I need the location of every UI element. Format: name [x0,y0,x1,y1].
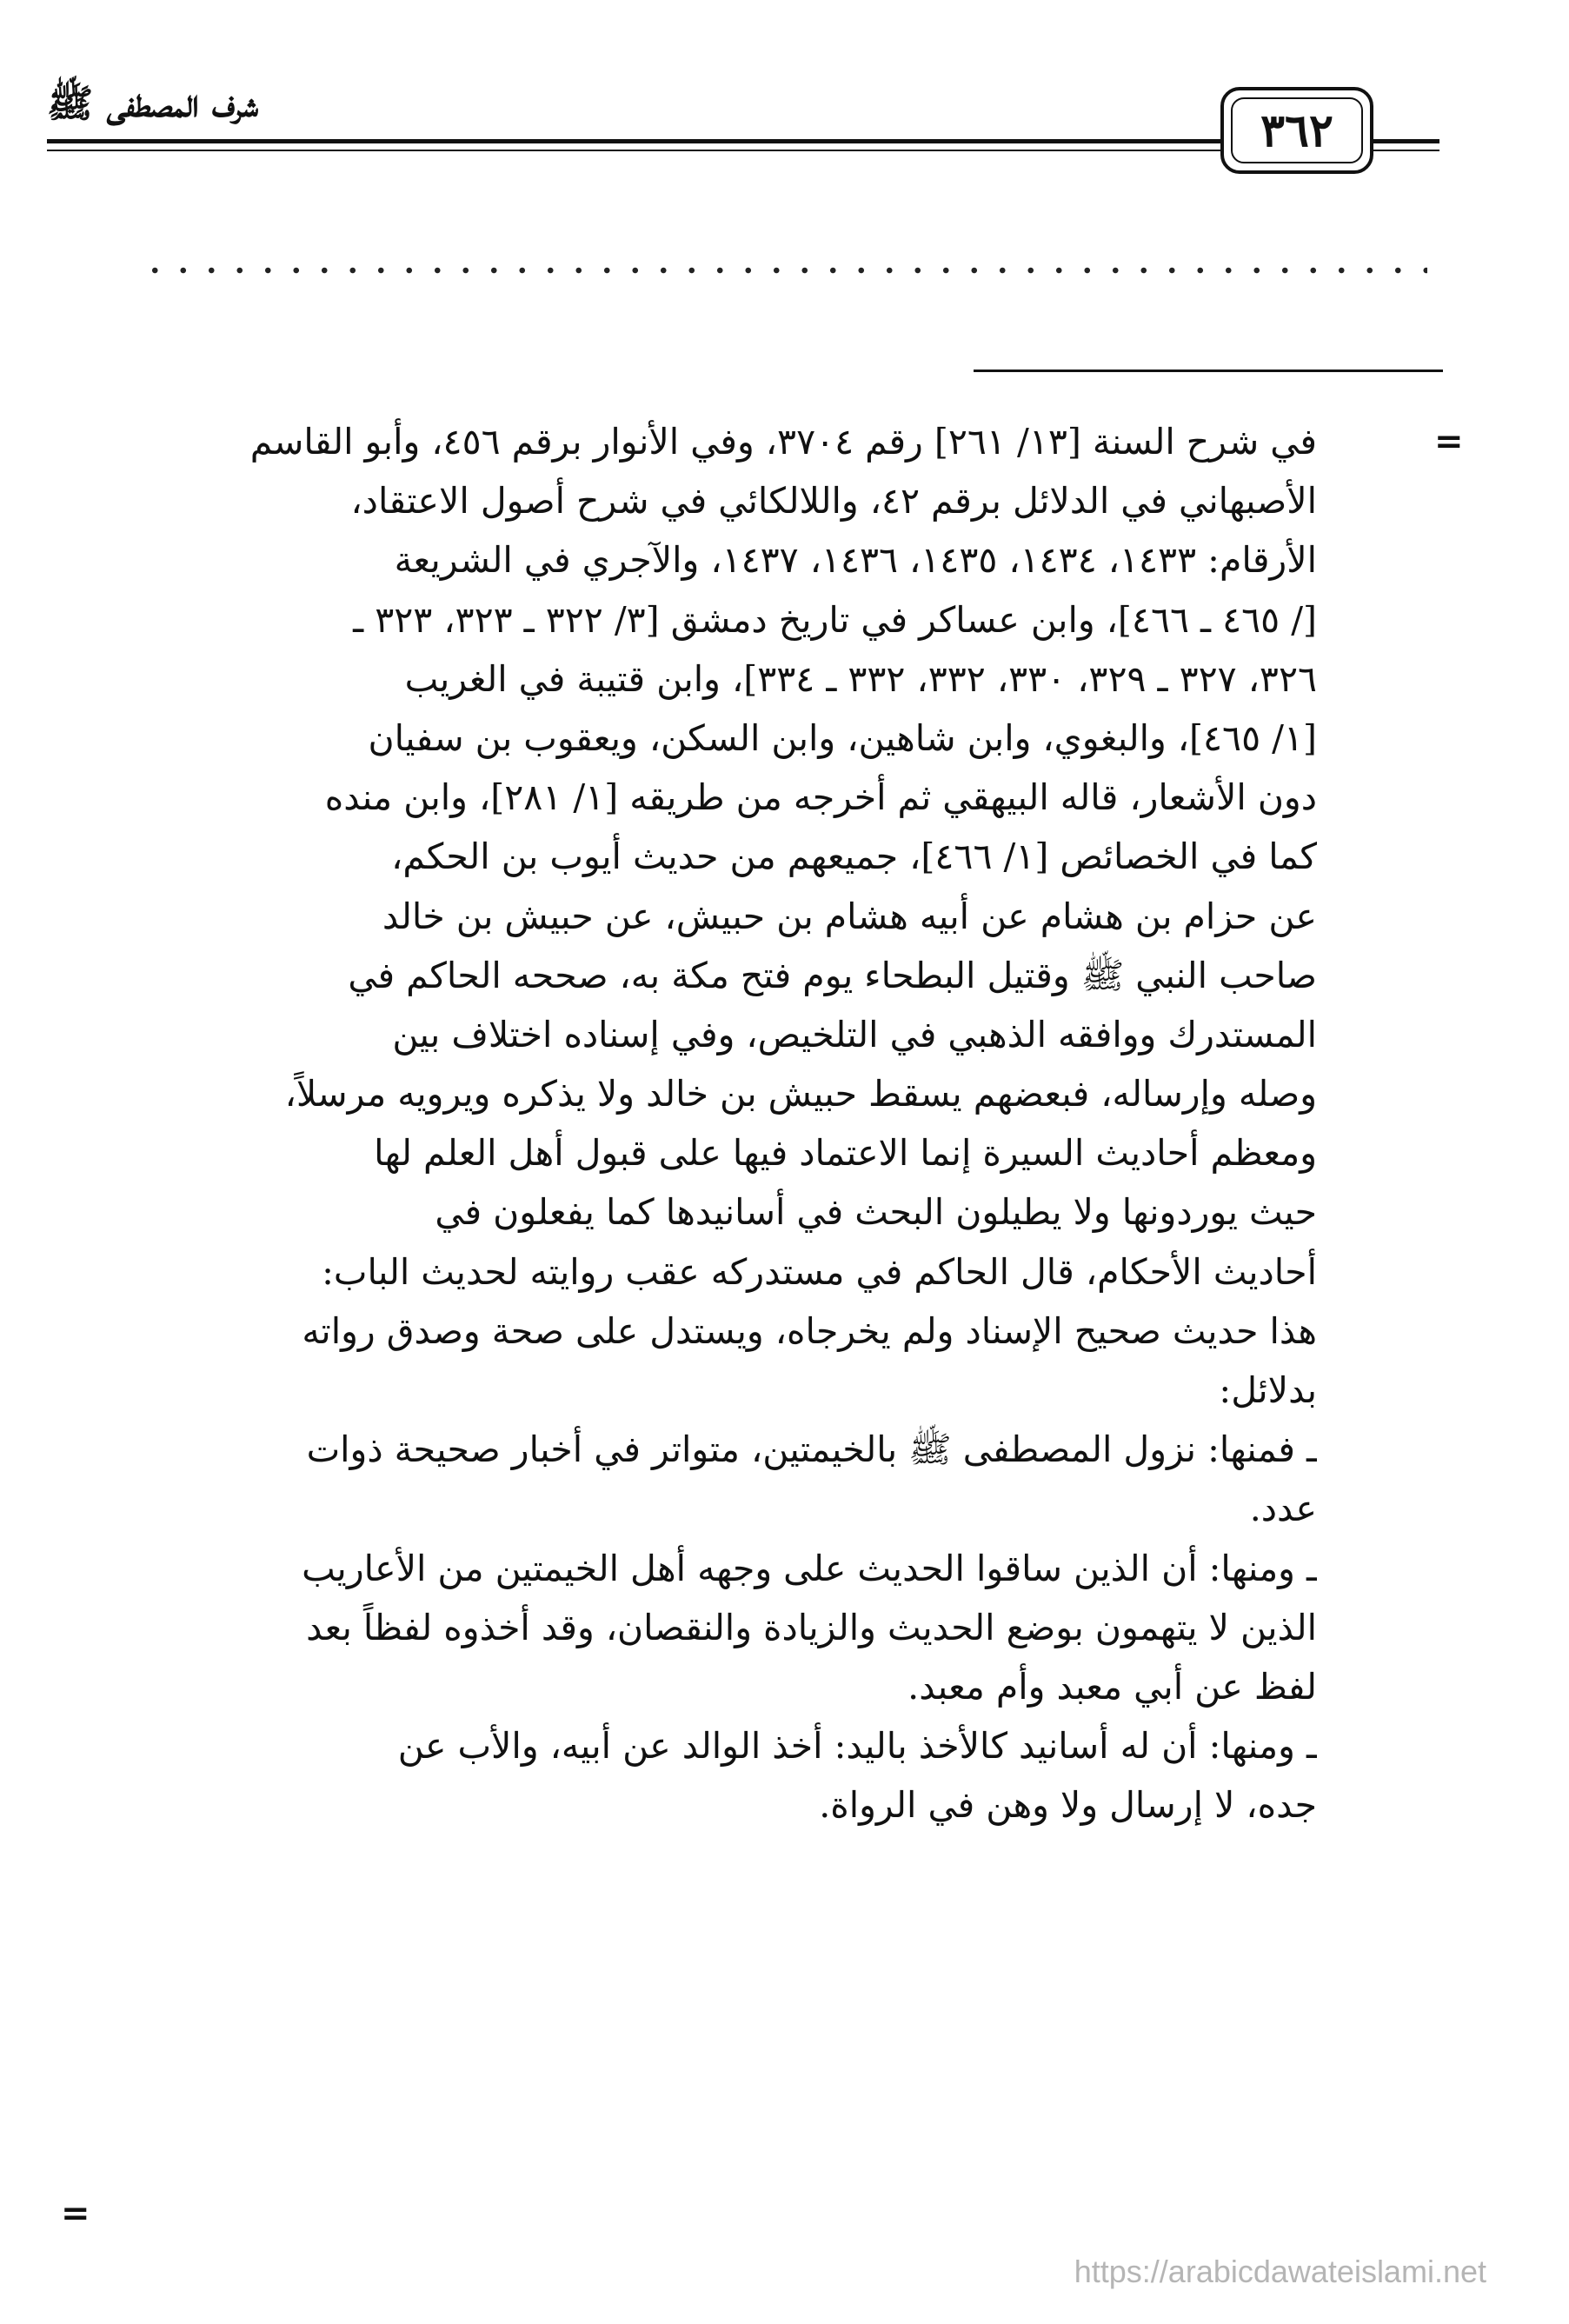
text-line: الأصبهاني في الدلائل برقم ٤٢، واللالكائي في شرح أصول الاعتقاد، [350,480,1317,523]
header-rule-thick [47,139,1220,143]
text-line: المستدرك ووافقه الذهبي في التلخيص، وفي إسناده اختلاف بين [392,1013,1317,1055]
watermark-url: https://arabicdawateislami.net [1074,2254,1486,2289]
text-line: في شرح السنة [١٣/ ٢٦١] رقم ٣٧٠٤، وفي الأنوار برقم ٤٥٦، وأبو القاسم [249,421,1317,463]
text-line: ٣٢٦، ٣٢٧ ـ ٣٢٩، ٣٣٠، ٣٣٢، ٣٣٢ ـ ٣٣٤]، وابن قتيبة في الغريب [404,657,1317,700]
book-title: شرف المصطفى ﷺ [47,82,259,126]
text-line: [/ ٤٦٥ ـ ٤٦٦]، وابن عساكر في تاريخ دمشق [٣/ ٣٢٢ ـ ٣٢٣، ٣٢٣ ـ [353,598,1317,641]
text-line: وصله وإرساله، فبعضهم يسقط حبيش بن خالد ولا يذكره ويرويه مرسلاً، [284,1073,1317,1115]
text-line: أحاديث الأحكام، قال الحاكم في مستدركه عقب روايته لحديث الباب: [322,1250,1317,1293]
header-rule-thin [47,150,1220,151]
text-line: ـ فمنها: نزول المصطفى ﷺ بالخيمتين، متواتر في أخبار صحيحة ذوات [306,1428,1317,1471]
text-line: حيث يوردونها ولا يطيلون البحث في أسانيدها كما يفعلون في [435,1191,1317,1234]
text-line: الذين لا يتهمون بوضع الحديث والزيادة والنقصان، وقد أخذوه لفظاً بعد [306,1606,1317,1648]
text-line: ومعظم أحاديث السيرة إنما الاعتماد فيها على قبول أهل العلم لها [374,1132,1317,1175]
text-line: هذا حديث صحيح الإسناد ولم يخرجاه، ويستدل على صحة وصدق رواته [302,1309,1317,1352]
footnote-separator [974,370,1443,372]
text-line: الأرقام: ١٤٣٣، ١٤٣٤، ١٤٣٥، ١٤٣٦، ١٤٣٧، والآجري في الشريعة [394,539,1317,582]
text-line: عن حزام بن هشام عن أبيه هشام بن حبيش، عن حبيش بن خالد [382,895,1317,937]
text-line: كما في الخصائص [١/ ٤٦٦]، جميعهم من حديث أيوب بن الحكم، [391,836,1317,878]
page-number: ٣٦٢ [1231,97,1363,163]
text-line: ـ ومنها: أن الذين ساقوا الحديث على وجهه أهل الخيمتين من الأعاريب [302,1547,1317,1589]
text-line: جده، لا إرسال ولا وهن في الرواة. [819,1784,1317,1827]
text-line: [١/ ٤٦٥]، والبغوي، وابن شاهين، وابن السكن، ويعقوب بن سفيان [368,716,1317,759]
header-rule-tail-thin [1373,150,1439,151]
continuation-mark-bottom: = [61,2193,90,2234]
page-number-frame [1220,87,1373,174]
header-rule-tail-thick [1373,139,1439,143]
dotted-separator [141,266,1427,275]
continuation-mark-top: = [1434,421,1464,462]
text-line: بدلائل: [1219,1369,1317,1411]
text-line: صاحب النبي ﷺ وقتيل البطحاء يوم فتح مكة به، صححه الحاكم في [348,954,1317,996]
footnote-text [96,412,1317,1835]
text-line: دون الأشعار، قاله البيهقي ثم أخرجه من طريقه [١/ ٢٨١]، وابن منده [324,776,1317,819]
text-line: ـ ومنها: أن له أسانيد كالأخذ باليد: أخذ الوالد عن أبيه، والأب عن [397,1725,1317,1768]
text-line: عدد. [1249,1488,1317,1530]
text-line: لفظ عن أبي معبد وأم معبد. [907,1665,1317,1708]
